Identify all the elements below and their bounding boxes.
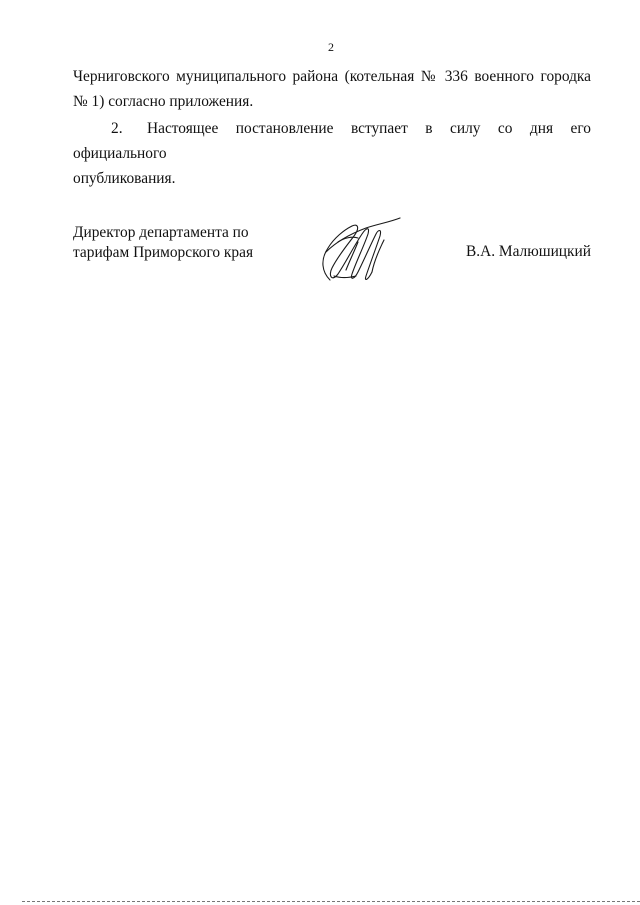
paragraph-2 (73, 116, 591, 191)
paragraph-2-line-1-text: Настоящее постановление вступает в силу со дня его официального (73, 120, 591, 162)
signatory-position-line-2: тарифам Приморского края (73, 244, 254, 261)
page-bottom-border (22, 901, 640, 902)
page-number: 2 (328, 40, 334, 54)
signatory-position-line-1: Директор департамента по (73, 224, 249, 241)
paragraph-1 (73, 64, 591, 114)
signatory-name: В.А. Малюшицкий (465, 243, 591, 260)
paragraph-2-number: 2. (111, 120, 123, 137)
paragraph-1-line-2: № 1) согласно приложения. (73, 93, 254, 110)
paragraph-1-line-1: Черниговского муниципального района (котельная № 336 военного городка (73, 68, 591, 85)
handwritten-signature-icon (308, 212, 403, 287)
paragraph-2-line-2: опубликования. (73, 170, 176, 187)
signatory-position (73, 223, 253, 263)
paragraph-2-line-1 (73, 116, 591, 166)
